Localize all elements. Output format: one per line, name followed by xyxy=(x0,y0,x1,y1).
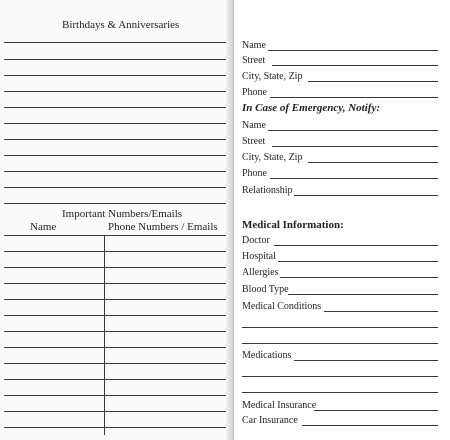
car-insurance-label: Car Insurance xyxy=(242,415,298,426)
birthday-line[interactable] xyxy=(4,59,226,60)
medical-insurance-line[interactable] xyxy=(314,410,438,411)
contact-name-label: Name xyxy=(242,40,266,51)
birthday-line[interactable] xyxy=(4,75,226,76)
table-row-line[interactable] xyxy=(4,267,226,268)
medical-doctor-label: Doctor xyxy=(242,235,270,246)
emergency-relationship-label: Relationship xyxy=(242,185,293,196)
table-row-line[interactable] xyxy=(4,347,226,348)
medical-blood-type-label: Blood Type xyxy=(242,284,289,295)
table-row-line[interactable] xyxy=(4,427,226,428)
medical-medications-line[interactable] xyxy=(242,376,438,377)
table-row-line[interactable] xyxy=(4,363,226,364)
contact-city-label: City, State, Zip xyxy=(242,71,303,82)
medical-conditions-line[interactable] xyxy=(242,343,438,344)
table-row-line[interactable] xyxy=(4,283,226,284)
birthday-line[interactable] xyxy=(4,139,226,140)
contact-name-line[interactable] xyxy=(268,50,438,51)
medical-medications-line[interactable] xyxy=(242,392,438,393)
medical-allergies-label: Allergies xyxy=(242,267,279,278)
table-row-line[interactable] xyxy=(4,251,226,252)
birthday-line[interactable] xyxy=(4,203,226,204)
emergency-name-line[interactable] xyxy=(268,130,438,131)
medical-blood-type-line[interactable] xyxy=(288,294,438,295)
birthday-line[interactable] xyxy=(4,155,226,156)
emergency-title: In Case of Emergency, Notify: xyxy=(242,102,380,114)
medical-hospital-label: Hospital xyxy=(242,251,276,262)
contact-phone-label: Phone xyxy=(242,87,267,98)
emergency-street-line[interactable] xyxy=(272,146,438,147)
table-row-line[interactable] xyxy=(4,315,226,316)
medical-title: Medical Information: xyxy=(242,219,344,231)
emergency-relationship-line[interactable] xyxy=(294,195,438,196)
table-row-line[interactable] xyxy=(4,411,226,412)
contact-street-label: Street xyxy=(242,55,266,66)
emergency-city-line[interactable] xyxy=(308,162,438,163)
important-numbers-title: Important Numbers/Emails xyxy=(62,208,183,220)
contact-phone-line[interactable] xyxy=(270,97,438,98)
birthday-line[interactable] xyxy=(4,91,226,92)
medical-conditions-line[interactable] xyxy=(324,311,438,312)
medical-conditions-line[interactable] xyxy=(242,327,438,328)
birthday-line[interactable] xyxy=(4,171,226,172)
table-column-divider xyxy=(104,235,105,435)
car-insurance-line[interactable] xyxy=(302,425,438,426)
birthday-line[interactable] xyxy=(4,123,226,124)
table-row-line[interactable] xyxy=(4,299,226,300)
contact-city-line[interactable] xyxy=(308,81,438,82)
medical-insurance-label: Medical Insurance xyxy=(242,400,317,411)
medical-doctor-line[interactable] xyxy=(274,245,438,246)
birthday-line[interactable] xyxy=(4,107,226,108)
table-row-line xyxy=(4,235,226,236)
emergency-phone-label: Phone xyxy=(242,168,267,179)
medical-medications-label: Medications xyxy=(242,350,292,361)
column-header-name: Name xyxy=(30,221,57,233)
emergency-phone-line[interactable] xyxy=(270,178,438,179)
table-row-line[interactable] xyxy=(4,379,226,380)
table-row-line[interactable] xyxy=(4,331,226,332)
birthday-line[interactable] xyxy=(4,42,226,43)
emergency-name-label: Name xyxy=(242,120,266,131)
table-row-line[interactable] xyxy=(4,395,226,396)
column-header-phone: Phone Numbers / Emails xyxy=(108,221,218,233)
medical-allergies-line[interactable] xyxy=(280,277,438,278)
emergency-city-label: City, State, Zip xyxy=(242,152,303,163)
birthday-line[interactable] xyxy=(4,187,226,188)
birthdays-title: Birthdays & Anniversaries xyxy=(62,19,180,31)
medical-conditions-label: Medical Conditions xyxy=(242,301,322,312)
medical-medications-line[interactable] xyxy=(294,360,438,361)
contact-street-line[interactable] xyxy=(272,65,438,66)
medical-hospital-line[interactable] xyxy=(278,261,438,262)
right-page xyxy=(234,0,450,440)
emergency-street-label: Street xyxy=(242,136,266,147)
